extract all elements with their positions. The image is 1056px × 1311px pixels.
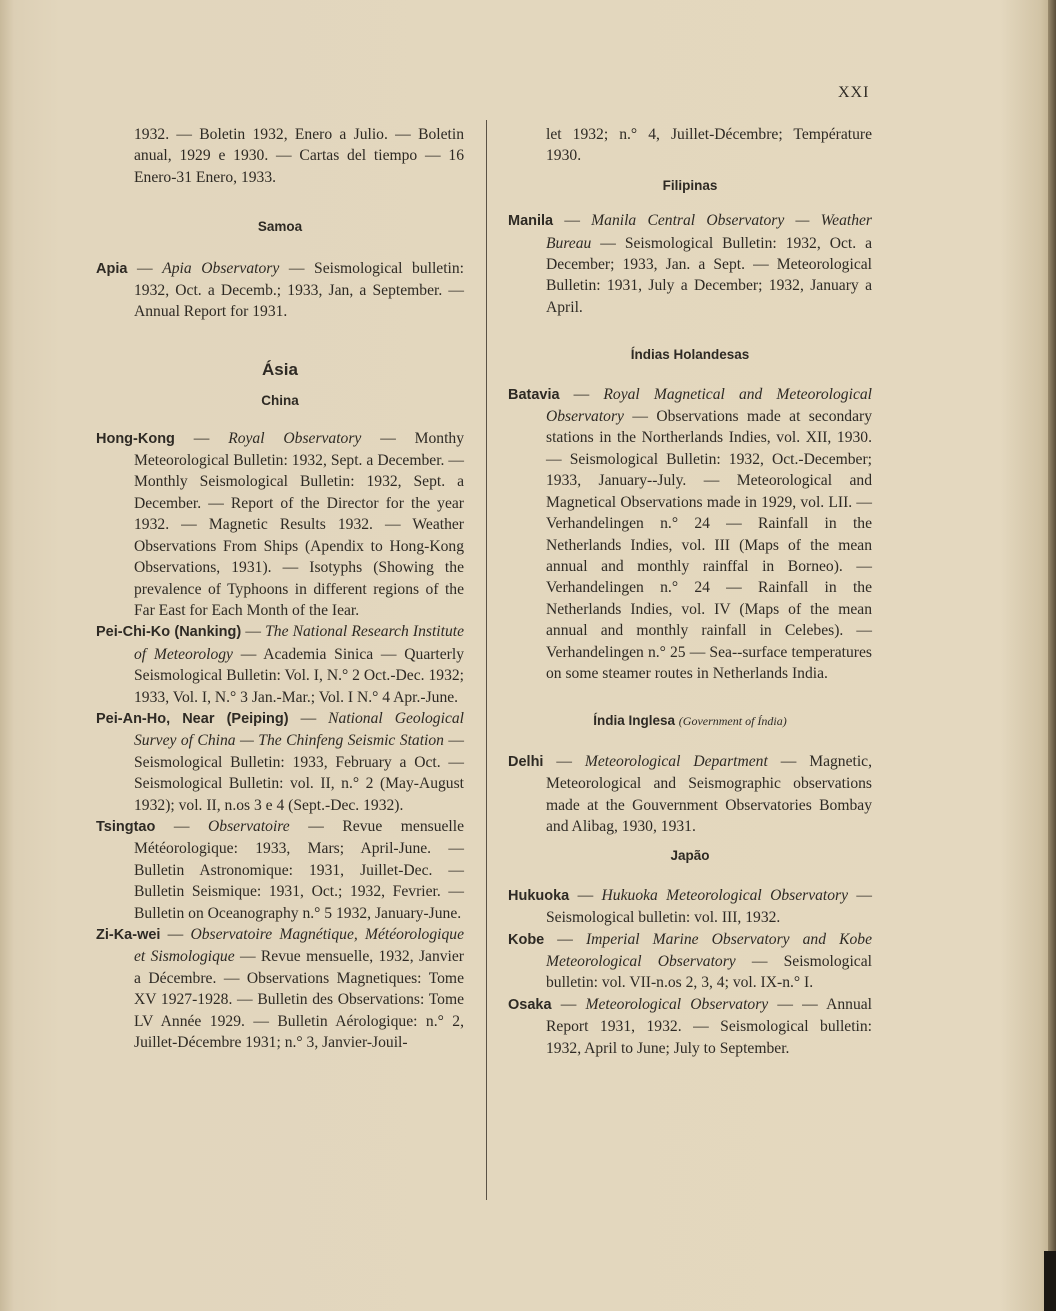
entry-name: Tsingtao [96, 818, 156, 835]
heading-text: Índia Inglesa [593, 713, 676, 729]
entry-text: — Magnetic, Meteorological and Seismographic observations made at the Gouvernment Observatories Bombay and Alibag, 1930, 1931. [546, 752, 872, 835]
left-column [96, 124, 464, 1053]
entry-tsingtao: Tsingtao — Observatoire — Revue mensuelle Météorologique: 1933, Mars; April-June. — Bulletin Astronomique: 1931, Juillet-Dec. — Bulletin Seismique: 1931, Oct.; 1932, Fevrier. — Bulletin on Oceanography n.° 5 1932, January-June. [96, 817, 464, 922]
entry-hong-kong: Hong-Kong — Royal Observatory — Monthy Meteorological Bulletin: 1932, Sept. a December. — Monthly Seismological Bulletin: 1932, Sept. a December. — Report of the Director for the year 1932. — Magnetic Results 1932. — Weather Observations From Ships (Apendix to Hong-Kong Observations, 1931). — Isotyphs (Showing the prevalence of Typhoons in different regions of the Far East for Each Month of the Iear. [96, 429, 465, 619]
section-heading-china: China [261, 393, 299, 409]
entry-text: — Revue mensuelle, 1932, Janvier a Décembre. — Observations Magnetiques: Tome XV 1927-1928. — Bulletin des Observations: Tome LV Année 1929. — Bulletin Aérologique: n.° 2, Juillet-Décembre 1931; n.° 3, Janvier-Jouil- [134, 948, 464, 1052]
entry-text: — Observations made at secondary stations in the Northerlands Indies, vol. XII, 1930. — Seismological Bulletin: 1932, Oct.-December; 1933, January--July. — Meteorological and Magnetical Observations made in 1929, vol. LII. — Verhandelingen n.° 24 — Rainfall in the Netherlands Indies, vol. III (Maps of the mean annual and monthly rainffal in Borneo). — Verhandelingen n.° 24 — Rainfall in the Netherlands Indies, vol. IV (Maps of the mean annual and monthly rainfall in Celebes). — Verhandelingen n.° 25 — Sea--surface temperatures on some steamer routes in Netherlands India. [546, 408, 872, 682]
entry-osaka: Osaka — Meteorological Observatory — — Annual Report 1931, 1932. — Seismological bulletin: 1932, April to June; July to September. [508, 995, 872, 1057]
entry-name: Kobe [508, 931, 545, 948]
continued-entry: let 1932; n.° 4, Juillet-Décembre; Température 1930. [546, 126, 872, 165]
entry-pei-chi-ko: Pei-Chi-Ko (Nanking) — The National Research Institute of Meteorology — Academia Sinica — Quarterly Seismological Bulletin: Vol. I, N.° 2 Oct.-Dec. 1932; 1933, Vol. I, N.° 3 Jan.-Mar.; Vol. I N.° 4 Apr.-June. [96, 623, 465, 706]
section-heading-samoa: Samoa [257, 219, 303, 235]
entry-observatory: National Geological Survey of China — The Chinfeng Seismic Station [134, 709, 464, 750]
entry-name: Hong-Kong [96, 430, 175, 447]
entry-observatory: Observatoire Magnétique, Météorologique et Sismologique [134, 926, 464, 966]
entry-text: — — Annual Report 1931, 1932. — Seismological bulletin: 1932, April to June; July to September. [546, 995, 872, 1057]
entry-name: Pei-An-Ho, Near (Peiping) [96, 710, 289, 727]
entry-zi-ka-wei: Zi-Ka-wei — Observatoire Magnétique, Météorologique et Sismologique — Revue mensuelle, 1932, Janvier a Décembre. — Observations Magnetiques: Tome XV 1927-1928. — Bulletin des Observations: Tome LV Année 1929. — Bulletin Aérologique: n.° 2, Juillet-Décembre 1931; n.° 3, Janvier-Jouil- [96, 926, 464, 1052]
entry-hukuoka: Hukuoka — Hukuoka Meteorological Observatory — Seismological bulletin: vol. III, 1932. [508, 886, 872, 927]
entry-observatory: The National Research Institute of Meteorology [134, 623, 465, 663]
continued-entry: 1932. — Boletin 1932, Enero a Julio. — Boletin anual, 1929 e 1930. — Cartas del tiempo — 16 Enero-31 Enero, 1933. [134, 126, 464, 186]
entry-text: — Seismological bulletin: vol. VII-n.os 2, 3, 4; vol. IX-n.° I. [546, 953, 872, 992]
page-edge [1048, 0, 1056, 1311]
entry-batavia: Batavia — Royal Magnetical and Meteorological Observatory — Observations made at secondary stations in the Northerlands Indies, vol. XII, 1930. — Seismological Bulletin: 1932, Oct.-December; 1933, January--July. — Meteorological and Magnetical Observations made in 1929, vol. LII. — Verhandelingen n.° 24 — Rainfall in the Netherlands Indies, vol. III (Maps of the mean annual and monthly rainffal in Borneo). — Verhandelingen n.° 24 — Rainfall in the Netherlands Indies, vol. IV (Maps of the mean annual and monthly rainfall in Celebes). — Verhandelingen n.° 25 — Sea--surface temperatures on some steamer routes in Netherlands India. [508, 385, 872, 682]
entry-name: Manila [508, 213, 554, 230]
entry-text: — Seismological bulletin: vol. III, 1932. [546, 886, 872, 927]
entry-name: Delhi [508, 753, 544, 770]
entry-text: — Seismological Bulletin: 1933, February a Oct. — Seismological Bulletin: vol. II, n.° 2 (May-August 1932); vol. II, n.os 3 e 4 (Sept.-Dec. 1932). [134, 732, 464, 814]
section-heading-india-inglesa [508, 710, 872, 732]
entry-name: Batavia [508, 386, 560, 403]
entry-observatory: Hukuoka Meteorological Observatory [601, 886, 849, 904]
entry-text: — Monthy Meteorological Bulletin: 1932, Sept. a December. — Monthly Seismological Bulletin: 1932, Sept. a December. — Report of the Director for the year 1932. — Magnetic Results 1932. — Weather Observations From Ships (Apendix to Hong-Kong Observations, 1931). — Isotyphs (Showing the prevalence of Typhoons in different regions of the Far East for Each Month of the Iear. [134, 429, 465, 619]
entry-text: — Seismological Bulletin: 1932, Oct. a December; 1933, Jan. a Sept. — Meteorological Bulletin: 1931, July a December; 1932, January a April. [546, 234, 872, 316]
right-column [508, 124, 872, 1059]
entry-observatory: Observatoire [208, 817, 290, 835]
entry-text: — Academia Sinica — Quarterly Seismological Bulletin: Vol. I, N.° 2 Oct.-Dec. 1932; 1933, Vol. I, N.° 3 Jan.-Mar.; Vol. I N.° 4 Apr.-June. [134, 645, 465, 706]
entry-text: — Revue mensuelle Météorologique: 1933, Mars; April-June. — Bulletin Astronomique: 1931, Juillet-Dec. — Bulletin Seismique: 1931, Oct.; 1932, Fevrier. — Bulletin on Oceanography n.° 5 1932, January-June. [134, 817, 464, 922]
entry-observatory: Imperial Marine Observatory and Kobe Meteorological Observatory [546, 930, 872, 970]
entry-observatory: Meteorological Observatory [585, 995, 769, 1013]
entry-observatory: Apia Observatory [162, 259, 280, 277]
entry-apia: Apia — Apia Observatory — Seismological bulletin: 1932, Oct. a Decemb.; 1933, Jan, a September. — Annual Report for 1931. [96, 259, 464, 321]
entry-observatory: Royal Observatory [228, 429, 362, 447]
entry-name: Apia [96, 260, 128, 277]
entry-observatory: Meteorological Department [584, 752, 768, 770]
entry-observatory: Royal Magnetical and Meteorological Observatory [546, 385, 872, 426]
entry-name: Zi-Ka-wei [96, 927, 161, 943]
entry-kobe: Kobe — Imperial Marine Observatory and Kobe Meteorological Observatory — Seismological bulletin: vol. VII-n.os 2, 3, 4; vol. IX-n.° I. [508, 930, 872, 992]
entry-observatory: Manila Central Observatory — Weather Bureau [546, 212, 872, 252]
entry-text: — Seismological bulletin: 1932, Oct. a Decemb.; 1933, Jan, a September. — Annual Report for 1931. [134, 259, 464, 321]
entry-name: Osaka [508, 996, 552, 1013]
section-heading-japao: Japão [670, 848, 710, 864]
column-divider [486, 120, 487, 1200]
entry-name: Hukuoka [508, 887, 570, 904]
entry-name: Pei-Chi-Ko (Nanking) [96, 624, 242, 641]
entry-delhi: Delhi — Meteorological Department — Magnetic, Meteorological and Seismographic observations made at the Gouvernment Observatories Bombay and Alibag, 1930, 1931. [508, 752, 872, 835]
heading-subtitle: (Government of Índia) [678, 714, 787, 729]
entry-pei-an-ho: Pei-An-Ho, Near (Peiping) — National Geological Survey of China — The Chinfeng Seismic Station — Seismological Bulletin: 1933, February a Oct. — Seismological Bulletin: vol. II, n.° 2 (May-August 1932); vol. II, n.os 3 e 4 (Sept.-Dec. 1932). [96, 709, 464, 814]
page-number: XXI [838, 84, 870, 101]
section-heading-indias-holandesas: Índias Holandesas [630, 347, 750, 363]
entry-manila: Manila — Manila Central Observatory — Weather Bureau — Seismological Bulletin: 1932, Oct. a December; 1933, Jan. a Sept. — Meteorological Bulletin: 1931, July a December; 1932, January a April. [508, 212, 872, 316]
section-heading-asia: Ásia [262, 359, 298, 379]
page-corner-shadow [1044, 1251, 1056, 1311]
section-heading-filipinas: Filipinas [662, 177, 718, 193]
